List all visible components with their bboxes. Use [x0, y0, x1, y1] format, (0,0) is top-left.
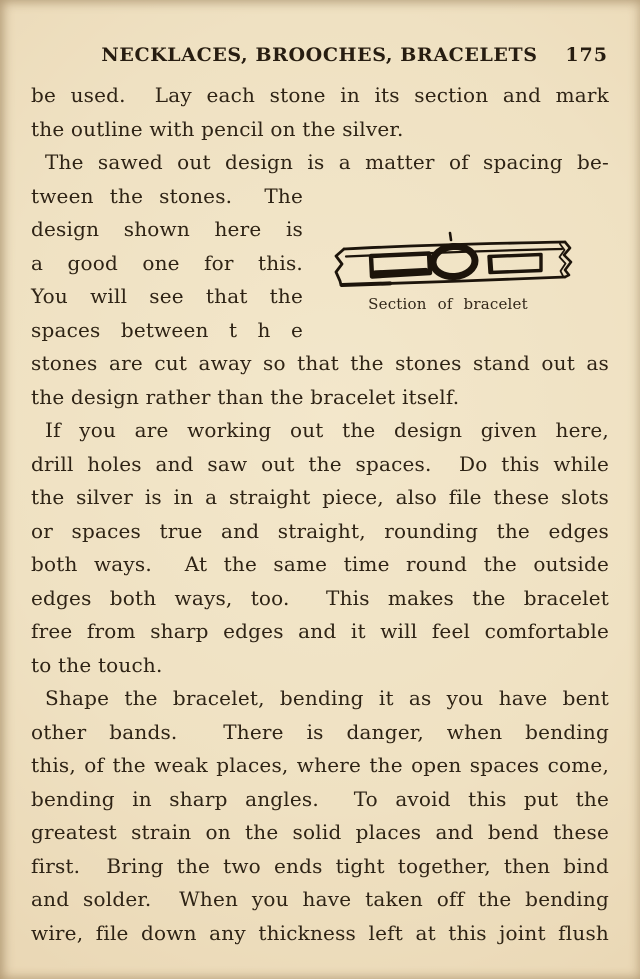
text-line: free from sharp edges and it will feel comfortable [31, 619, 609, 643]
text-line: If you are working out the design given here, [45, 418, 609, 442]
page-number: 175 [565, 44, 608, 66]
text-line: greatest strain on the solid places and bend these [31, 820, 609, 844]
text-line: wire, file down any thickness left at this joint flush [31, 920, 609, 945]
text-line: this, of the weak places, where the open spaces come, [31, 753, 609, 777]
running-head-title: NECKLACES, BROOCHES, BRACELETS [101, 44, 538, 66]
text-line: both ways. At the same time round the outside [31, 552, 609, 576]
bracelet-section-illustration [332, 231, 580, 293]
page-body [31, 79, 609, 950]
text-line: stones are cut away so that the stones stand out as [31, 351, 609, 375]
text-line: tween the stones. The [31, 183, 303, 208]
figure-caption: Section of bracelet [368, 295, 528, 313]
text-line: You will see that the [31, 284, 303, 308]
text-line: the silver is in a straight piece, also file these slots [31, 485, 609, 509]
page-header [31, 44, 608, 68]
text-line: be used. Lay each stone in its section and mark [31, 83, 609, 107]
text-line: design shown here is [31, 217, 303, 241]
text-line: the design rather than the bracelet itself. [31, 384, 460, 409]
text-line: or spaces true and straight, rounding the edges [31, 518, 609, 543]
text-line: drill holes and saw out the spaces. Do this while [31, 451, 609, 476]
text-line: The sawed out design is a matter of spacing be- [45, 150, 609, 174]
text-line: bending in sharp angles. To avoid this put the [31, 786, 609, 811]
text-line: Shape the bracelet, bending it as you have bent [45, 686, 609, 710]
text-line: and solder. When you have taken off the bending [31, 887, 609, 911]
text-line: other bands. There is danger, when bending [31, 719, 609, 744]
text-line: first. Bring the two ends tight together, then bind [31, 853, 609, 878]
text-line: a good one for this. [31, 250, 303, 275]
text-line: to the touch. [31, 652, 163, 677]
text-line: edges both ways, too. This makes the bracelet [31, 585, 609, 610]
text-line: the outline with pencil on the silver. [31, 116, 404, 141]
text-line: spaces between t h e [31, 317, 303, 342]
bracelet-figure [332, 231, 580, 313]
